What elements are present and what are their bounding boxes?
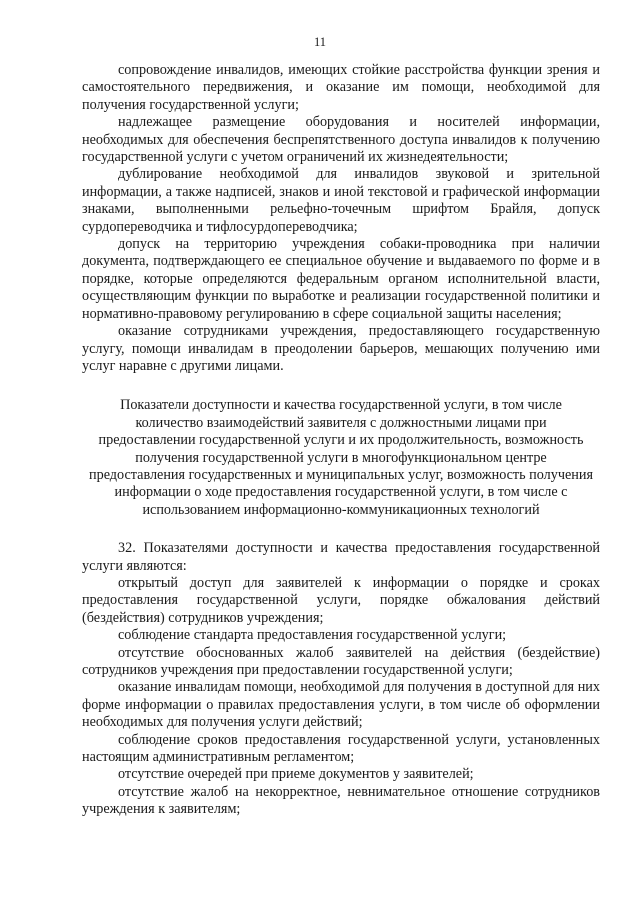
paragraph: отсутствие обоснованных жалоб заявителей на действия (бездействие) сотрудников учреждения при предоставлении государственной услуги;: [82, 644, 600, 678]
paragraph: дублирование необходимой для инвалидов звуковой и зрительной информации, а также надписей, знаков и иной текстовой и графической информации знаками, выполненными рельефно-точечным шрифтом Брайля, допуск сурдопереводчика и тифлосурдопереводчика;: [82, 166, 600, 235]
section-heading: Показатели доступности и качества государственной услуги, в том числе количество взаимодействий заявителя с должностными лицами при предоставлении государственной услуги и их продолжительность, возможность получения государственной услуги в многофункциональном центре предоставления государственных и муниципальных услуг, возможность получения информации о ходе предоставления государственной услуги, в том числе с использованием информационно-коммуникационных технологий: [89, 397, 593, 518]
document-body: [82, 62, 600, 819]
paragraph: отсутствие жалоб на некорректное, невнимательное отношение сотрудников учреждения к заявителям;: [82, 783, 600, 818]
paragraph: надлежащее размещение оборудования и носителей информации, необходимых для обеспечения беспрепятственного доступа инвалидов к получению государственной услуги с учетом ограничений их жизнедеятельности;: [82, 114, 600, 166]
paragraph: соблюдение стандарта предоставления государственной услуги;: [118, 627, 507, 644]
paragraph: оказание сотрудниками учреждения, предоставляющего государственную услугу, помощи инвалидам в преодолении барьеров, мешающих получению ими услуг наравне с другими лицами.: [82, 323, 600, 374]
paragraph: соблюдение сроков предоставления государственной услуги, установленных настоящим административным регламентом;: [82, 731, 600, 766]
paragraph: сопровождение инвалидов, имеющих стойкие расстройства функции зрения и самостоятельного передвижения, и оказание им помощи, необходимой для получения государственной услуги;: [82, 62, 600, 113]
paragraph: открытый доступ для заявителей к информации о порядке и сроках предоставления государственной услуги, порядке обжалования действий (бездействия) сотрудников учреждения;: [82, 574, 600, 626]
paragraph: оказание инвалидам помощи, необходимой для получения в доступной для них форме информации о правилах предоставления услуги, в том числе об оформлении необходимых для получения услуги действий;: [82, 679, 600, 731]
paragraph: допуск на территорию учреждения собаки-проводника при наличии документа, подтверждающего ее специальное обучение и выдаваемого по форме и в порядке, которые определяются федеральным органом исполнительной власти, осуществляющим функции по выработке и реализации государственной политики и нормативно-правовому регулированию в сфере социальной защиты населения;: [82, 236, 600, 322]
page-number: 11: [313, 35, 327, 49]
clause-32: 32. Показателями доступности и качества предоставления государственной услуги являются:: [82, 540, 600, 574]
paragraph: отсутствие очередей при приеме документов у заявителей;: [118, 766, 474, 783]
